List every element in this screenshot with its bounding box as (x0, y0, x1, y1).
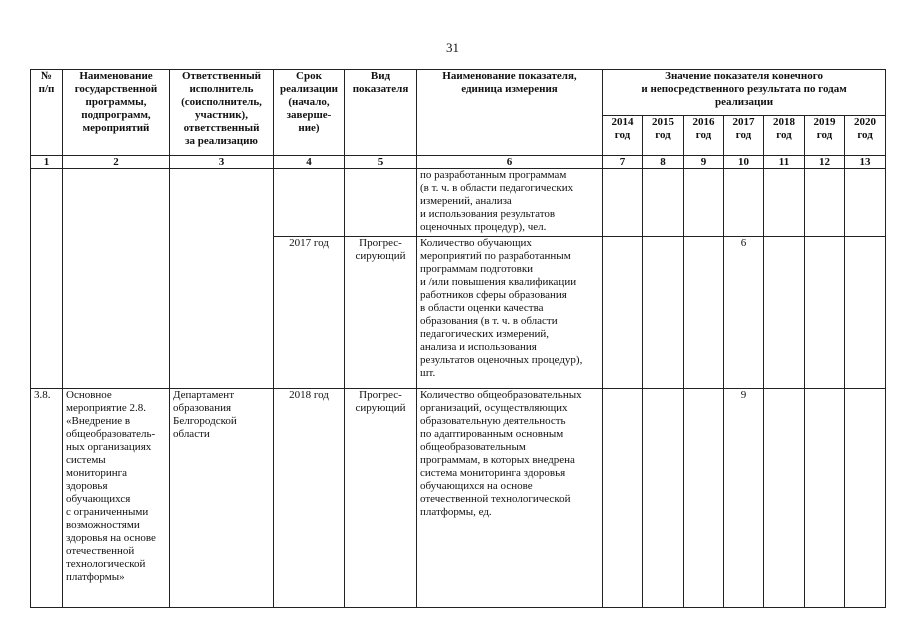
column-number: 10 (724, 156, 764, 169)
header-year: 2014 год (603, 116, 643, 156)
cell-type: Прогрес- сирующий (345, 389, 417, 608)
cell-responsible: Департамент образования Белгородской области (170, 389, 274, 608)
header-year: 2016 год (684, 116, 724, 156)
cell-value: 6 (724, 237, 764, 389)
header-indicator: Наименование показателя, единица измерения (417, 70, 603, 156)
cell-value (603, 169, 643, 237)
cell-value (724, 169, 764, 237)
header-year: 2017 год (724, 116, 764, 156)
cell-value (764, 389, 805, 608)
cell-value: 9 (724, 389, 764, 608)
indicator-table (30, 69, 886, 608)
cell-value (643, 389, 684, 608)
cell-value (845, 389, 886, 608)
cell-value (805, 389, 845, 608)
column-number: 12 (805, 156, 845, 169)
cell-value (805, 237, 845, 389)
column-number: 5 (345, 156, 417, 169)
cell-type: Прогрес- сирующий (345, 237, 417, 389)
header-year: 2018 год (764, 116, 805, 156)
cell-value (603, 389, 643, 608)
cell-responsible (170, 169, 274, 389)
column-number: 11 (764, 156, 805, 169)
cell-no: 3.8. (31, 389, 63, 608)
column-number: 8 (643, 156, 684, 169)
column-number: 6 (417, 156, 603, 169)
header-program: Наименование государственной программы, подпрограмм, мероприятий (63, 70, 170, 156)
cell-value (764, 237, 805, 389)
cell-type (345, 169, 417, 237)
header-type: Вид показателя (345, 70, 417, 156)
cell-program (63, 169, 170, 389)
header-year: 2015 год (643, 116, 684, 156)
cell-value (684, 169, 724, 237)
cell-value (805, 169, 845, 237)
column-number: 3 (170, 156, 274, 169)
column-number: 2 (63, 156, 170, 169)
cell-value (643, 237, 684, 389)
cell-value (684, 389, 724, 608)
cell-indicator: по разработанным программам (в т. ч. в области педагогических измерений, анализа и использования результатов оценочных процедур), чел. (417, 169, 603, 237)
cell-term: 2017 год (274, 237, 345, 389)
cell-indicator: Количество обучающих мероприятий по разработанным программам подготовки и /или повышения квалификации работников сферы образования в области оценки качества образования (в т. ч. в области педагогических измерений, анализа и использования результатов оценочных процедур), шт. (417, 237, 603, 389)
cell-term (274, 169, 345, 237)
cell-term: 2018 год (274, 389, 345, 608)
column-number: 7 (603, 156, 643, 169)
header-year: 2020 год (845, 116, 886, 156)
column-number-row (31, 156, 886, 169)
cell-no (31, 169, 63, 389)
header-term: Срок реализации (начало, заверше- ние) (274, 70, 345, 156)
header-values-group: Значение показателя конечного и непосредственного результата по годам реализации (603, 70, 886, 116)
column-number: 9 (684, 156, 724, 169)
cell-indicator: Количество общеобразовательных организаций, осуществляющих образовательную деятельность по адаптированным основным общеобразовательным программам, в которых внедрена система мониторинга здоровья обучающихся на основе отечественной технологической платформы, ед. (417, 389, 603, 608)
page-number: 31 (446, 40, 459, 55)
cell-value (603, 237, 643, 389)
cell-value (845, 169, 886, 237)
table-row (31, 169, 886, 237)
cell-value (684, 237, 724, 389)
header-no: № п/п (31, 70, 63, 156)
cell-value (643, 169, 684, 237)
cell-program: Основное мероприятие 2.8. «Внедрение в общеобразователь- ных организациях системы мониторинга здоровья обучающихся с ограниченными возможностями здоровья на основе отечественной технологической платформы» (63, 389, 170, 608)
column-number: 13 (845, 156, 886, 169)
header-year: 2019 год (805, 116, 845, 156)
table-row (31, 389, 886, 608)
cell-value (845, 237, 886, 389)
column-number: 4 (274, 156, 345, 169)
cell-value (764, 169, 805, 237)
column-number: 1 (31, 156, 63, 169)
header-responsible: Ответственный исполнитель (соисполнитель, участник), ответственный за реализацию (170, 70, 274, 156)
